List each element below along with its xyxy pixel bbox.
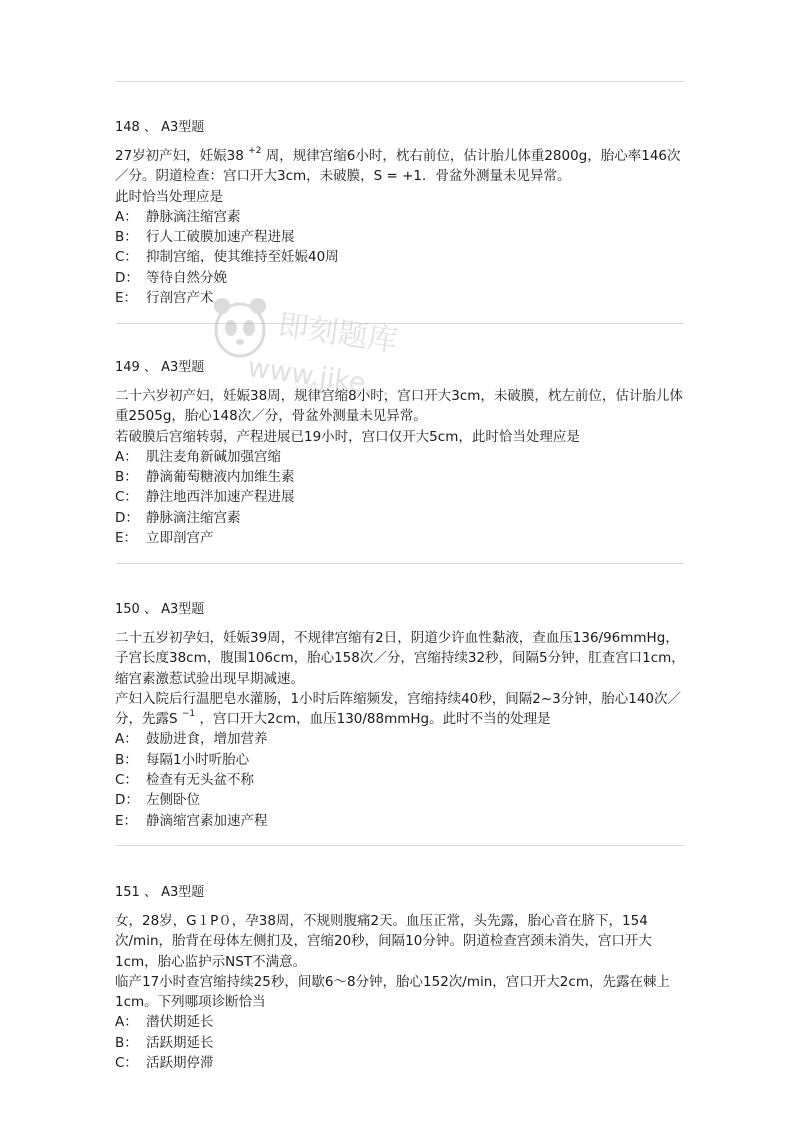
option-text: 潜伏期延长 — [146, 1014, 214, 1031]
option-d — [115, 790, 685, 810]
option-d — [115, 508, 685, 528]
option-d — [115, 268, 685, 288]
option-a — [115, 1012, 685, 1032]
question-150 — [115, 600, 685, 831]
option-c — [115, 487, 685, 507]
stem-text: 27岁初产妇，妊娠38 — [115, 148, 249, 164]
option-text: 行剖宫产术 — [146, 290, 214, 307]
superscript: −1 — [181, 709, 196, 720]
option-text: 鼓励进食，增加营养 — [146, 731, 268, 748]
option-key: B： — [115, 229, 138, 246]
stem-paragraph — [115, 427, 685, 447]
option-key: C： — [115, 772, 138, 789]
question-149 — [115, 358, 685, 548]
option-a — [115, 447, 685, 467]
question-stem — [115, 146, 685, 207]
stem-paragraph — [115, 187, 685, 207]
question-stem — [115, 628, 685, 729]
option-a — [115, 729, 685, 749]
stem-text: 若破膜后宫缩转弱，产程进展已19小时，宫口仅开大5cm，此时恰当处理应是 — [115, 428, 580, 445]
question-number: 151 、 A3型题 — [115, 885, 205, 900]
stem-text: ，宫口开大2cm，血压130/88mmHg。此时不当的处理是 — [195, 711, 551, 728]
stem-paragraph — [115, 911, 685, 972]
divider — [115, 81, 685, 82]
option-text: 检查有无头盆不称 — [146, 772, 254, 789]
option-key: B： — [115, 1034, 138, 1051]
stem-text: 二十六岁初产妇，妊娠38周，规律宫缩8小时，宫口开大3cm，未破膜，枕左前位，估计胎儿体重2505g，胎心148次／分，骨盆外测量未见异常。 — [115, 388, 683, 425]
option-key: A： — [115, 1014, 138, 1031]
option-key: C： — [115, 249, 138, 266]
question-148 — [115, 118, 685, 308]
option-key: C： — [115, 489, 138, 506]
divider — [115, 323, 685, 324]
option-a — [115, 207, 685, 227]
option-key: D： — [115, 509, 139, 526]
option-text: 肌注麦角新碱加强宫缩 — [146, 448, 281, 465]
option-text: 左侧卧位 — [146, 792, 200, 809]
option-text: 静注地西泮加速产程进展 — [146, 489, 295, 506]
watermark-url: www.jike... — [245, 352, 393, 403]
option-key: E： — [115, 530, 138, 547]
option-key: D： — [115, 269, 139, 286]
stem-paragraph — [115, 628, 685, 689]
divider — [115, 563, 685, 564]
option-c — [115, 770, 685, 790]
stem-text: 周，规律宫缩6小时，枕右前位，估计胎儿体重2800g，胎心率146次／分。阴道检查：宫口开大3cm，未破膜，S = +1．骨盆外测量未见异常。 — [115, 148, 681, 185]
option-e — [115, 811, 685, 831]
option-text: 行人工破膜加速产程进展 — [146, 229, 295, 246]
option-text: 立即剖宫产 — [146, 530, 214, 547]
question-number: 149 、 A3型题 — [115, 360, 205, 375]
question-stem — [115, 386, 685, 447]
stem-paragraph — [115, 972, 685, 1013]
question-number: 150 、 A3型题 — [115, 602, 205, 617]
option-e — [115, 528, 685, 548]
stem-text: 临产17小时查宫缩持续25秒，间歇6～8分钟，胎心152次/min，宫口开大2cm，先露在棘上1cm。下列哪项诊断恰当 — [115, 973, 670, 1011]
option-key: B： — [115, 469, 138, 486]
option-e — [115, 288, 685, 308]
watermark-brand: 即刻题库 — [276, 307, 400, 360]
option-key: C： — [115, 1055, 138, 1072]
question-stem — [115, 911, 685, 1012]
option-text: 静滴缩宫素加速产程 — [146, 812, 268, 829]
option-b — [115, 1033, 685, 1053]
option-key: A： — [115, 448, 138, 465]
option-text: 每隔1小时听胎心 — [146, 751, 250, 768]
option-text: 活跃期延长 — [146, 1034, 214, 1051]
option-b — [115, 750, 685, 770]
option-text: 活跃期停滞 — [146, 1055, 214, 1072]
option-key: E： — [115, 812, 138, 829]
option-b — [115, 467, 685, 487]
stem-text: 产妇入院后行温肥皂水灌肠，1小时后阵缩频发，宫缩持续40秒，间隔2~3分钟，胎心140次／分，先露S — [115, 690, 682, 728]
stem-paragraph — [115, 386, 685, 427]
question-151 — [115, 883, 685, 1073]
stem-paragraph — [115, 689, 685, 730]
divider — [115, 845, 685, 846]
stem-text: 女，28岁，G１P０，孕38周，不规则腹痛2天。血压正常，头先露，胎心音在脐下，154次/min，胎背在母体左侧扪及，宫缩20秒，间隔10分钟。阴道检查宫颈未消失，宫口开大1cm，胎心监护示NST不满意。 — [115, 913, 652, 970]
option-key: B： — [115, 751, 138, 768]
stem-text: 二十五岁初孕妇，妊娠39周，不规律宫缩有2日，阴道少许血性黏液，查血压136/96mmHg，子宫长度38cm，腹围106cm，胎心158次／分，宫缩持续32秒，间隔5分钟，肛查宫口1cm，缩宫素激惹试验出现早期减速。 — [115, 630, 685, 687]
option-c — [115, 1053, 685, 1073]
superscript: +2 — [248, 146, 262, 156]
option-text: 静脉滴注缩宫素 — [146, 208, 241, 225]
option-key: A： — [115, 208, 138, 225]
option-text: 静脉滴注缩宫素 — [146, 509, 241, 526]
question-number: 148 、 A3型题 — [115, 120, 205, 135]
stem-paragraph — [115, 146, 685, 187]
option-text: 等待自然分娩 — [146, 269, 227, 286]
option-b — [115, 227, 685, 247]
option-key: E： — [115, 290, 138, 307]
option-text: 抑制宫缩，使其维持至妊娠40周 — [146, 249, 339, 266]
stem-text: 此时恰当处理应是 — [115, 188, 223, 205]
option-text: 静滴葡萄糖液内加维生素 — [146, 469, 295, 486]
option-key: A： — [115, 731, 138, 748]
option-c — [115, 247, 685, 267]
option-key: D： — [115, 792, 139, 809]
